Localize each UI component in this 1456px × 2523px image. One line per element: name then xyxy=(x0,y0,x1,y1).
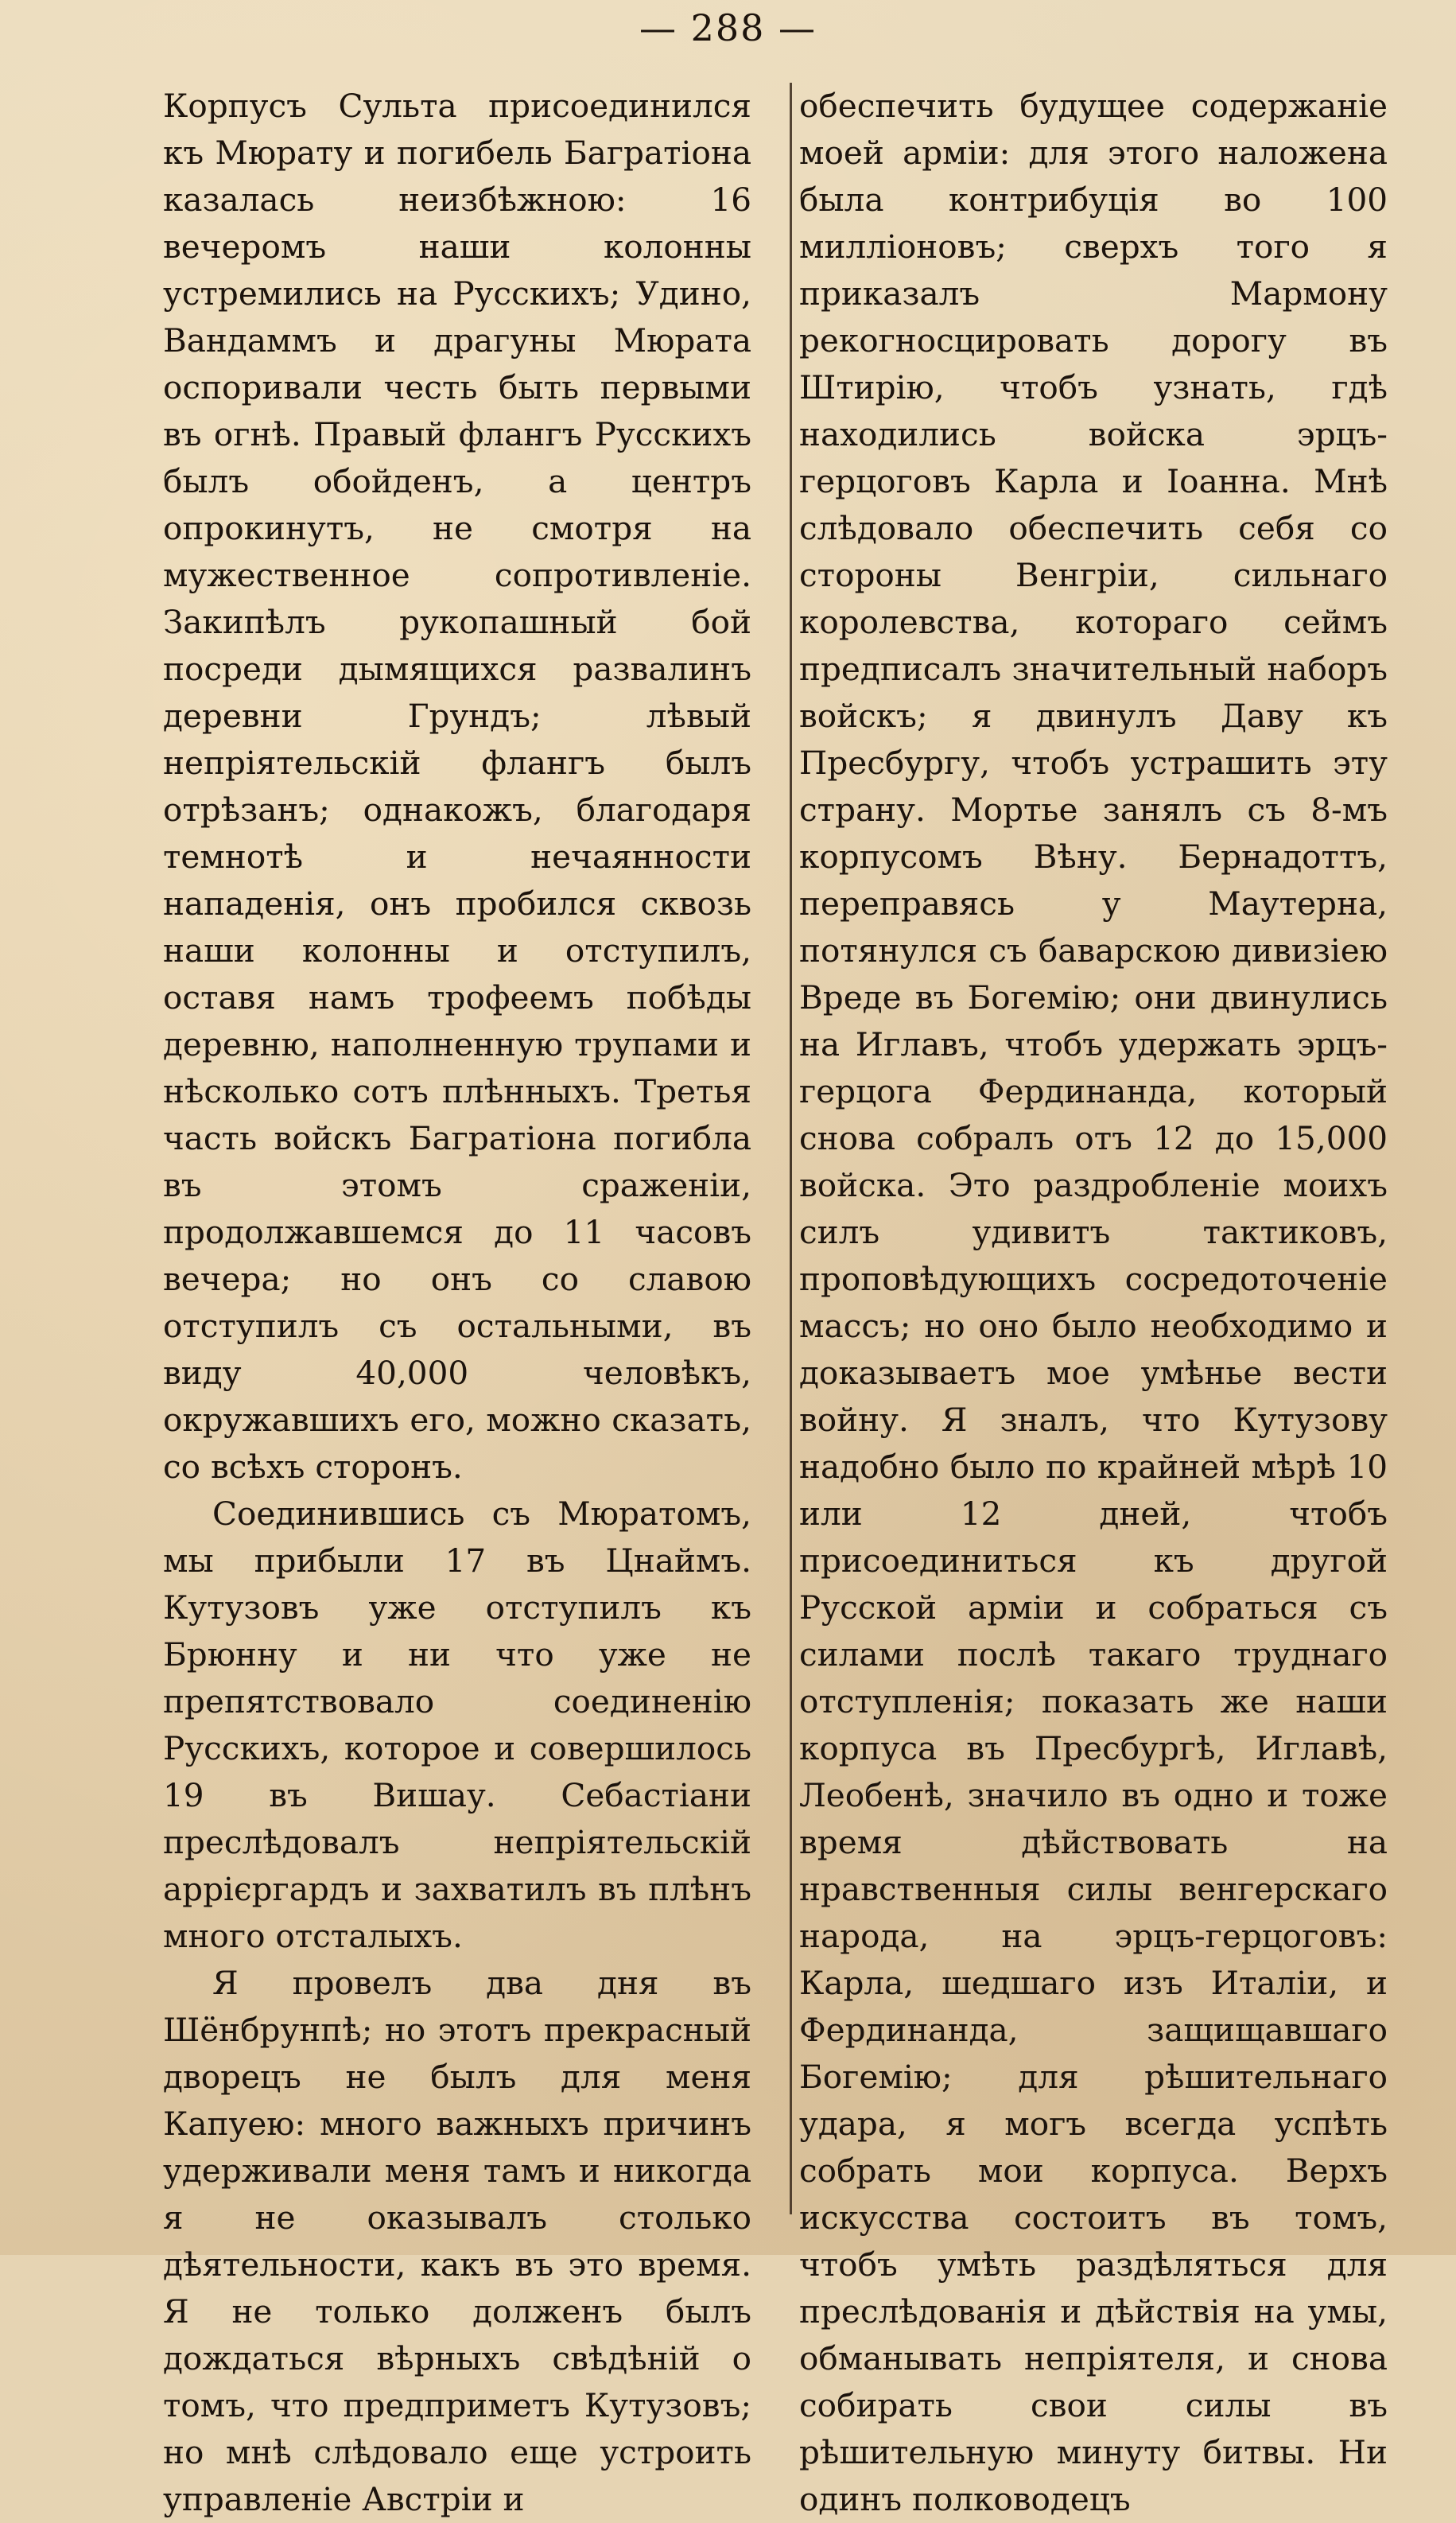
page-number: — 288 — xyxy=(639,6,817,49)
paragraph: Я провелъ два дня въ Шёнбрунпѣ; но этотъ прекрасный дворецъ не былъ для меня Капуею: много важныхъ причинъ удерживали меня тамъ и никогда я не оказывалъ столько дѣятельности, какъ въ это время. Я не только долженъ былъ дождаться вѣрныхъ свѣдѣній о томъ, что предприметъ Кутузовъ; но мнѣ слѣдовало еще устроить управленіе Австріи и xyxy=(163,1964,751,2518)
right-text-column xyxy=(799,83,1388,2523)
column-divider xyxy=(790,83,792,2214)
paragraph: Соединившись съ Мюратомъ, мы прибыли 17 въ Цнаймъ. Кутузовъ уже отступилъ къ Брюнну и ни что уже не препятствовало соединенію Русскихъ, которое и совершилось 19 въ Вишау. Себастіани преслѣдовалъ непріятельскій аррієргардъ и захватилъ въ плѣнъ много отсталыхъ. xyxy=(163,1495,751,1955)
left-text-column xyxy=(163,83,751,2523)
paragraph: обеспечить будущее содержаніе моей арміи: для этого наложена была контрибуція во 100 милліоновъ; сверхъ того я приказалъ Мармону рекогносцировать дорогу въ Штирію, чтобъ узнать, гдѣ находились войска эрцъ-герцоговъ Карла и Іоанна. Мнѣ слѣдовало обеспечить себя со стороны Венгріи, сильнаго королевства, котораго сеймъ предписалъ значительный наборъ войскъ; я двинулъ Даву къ Пресбургу, чтобъ устрашить эту страну. Мортье занялъ съ 8-мъ корпусомъ Вѣну. Бернадоттъ, переправясь у Маутерна, потянулся съ баварскою дивизіею Вреде въ Богемію; они двинулись на Иглавъ, чтобъ удержать эрцъ-герцога Фердинанда, который снова собралъ отъ 12 до 15,000 войска. Это раздробленіе моихъ силъ удивитъ тактиковъ, проповѣдующихъ сосредоточеніе массъ; но оно было необходимо и доказываетъ мое умѣнье вести войну. Я зналъ, что Кутузову надобно было по крайней мѣрѣ 10 или 12 дней, чтобъ присоединиться къ другой Русской арміи и собраться съ силами послѣ такаго труднаго отступленія; показать же наши корпуса въ Пресбургѣ, Иглавѣ, Леобенѣ, значило въ одно и тоже время дѣйствовать на нравственныя силы венгерскаго народа, на эрцъ-герцоговъ: Карла, шедшаго изъ Италіи, и Фердинанда, защищавшаго Богемію; для рѣшительнаго удара, я могъ всегда успѣть собрать мои корпуса. Верхъ искусства состоитъ въ томъ, чтобъ умѣть раздѣляться для преслѣдованія и дѣйствія на умы, обманывать непріятеля, и снова собирать свои силы въ рѣшительную минуту битвы. Ни одинъ полководецъ xyxy=(799,87,1388,2518)
paragraph: Корпусъ Сульта присоединился къ Мюрату и погибель Багратіона казалась неизбѣжною: 16 вечеромъ наши колонны устремились на Русскихъ; Удино, Вандаммъ и драгуны Мюрата оспоривали честь быть первыми въ огнѣ. Правый флангъ Русскихъ былъ обойденъ, а центръ опрокинутъ, не смотря на мужественное сопротивленіе. Закипѣлъ рукопашный бой посреди дымящихся развалинъ деревни Грундъ; лѣвый непріятельскій флангъ былъ отрѣзанъ; однакожъ, благодаря темнотѣ и нечаянности нападенія, онъ пробился сквозь наши колонны и отступилъ, оставя намъ трофеемъ побѣды деревню, наполненную трупами и нѣсколько сотъ плѣнныхъ. Третья часть войскъ Багратіона погибла въ этомъ сраженіи, продолжавшемся до 11 часовъ вечера; но онъ со славою отступилъ съ остальными, въ виду 40,000 человѣкъ, окружавшихъ его, можно сказать, со всѣхъ сторонъ. xyxy=(163,87,751,1486)
